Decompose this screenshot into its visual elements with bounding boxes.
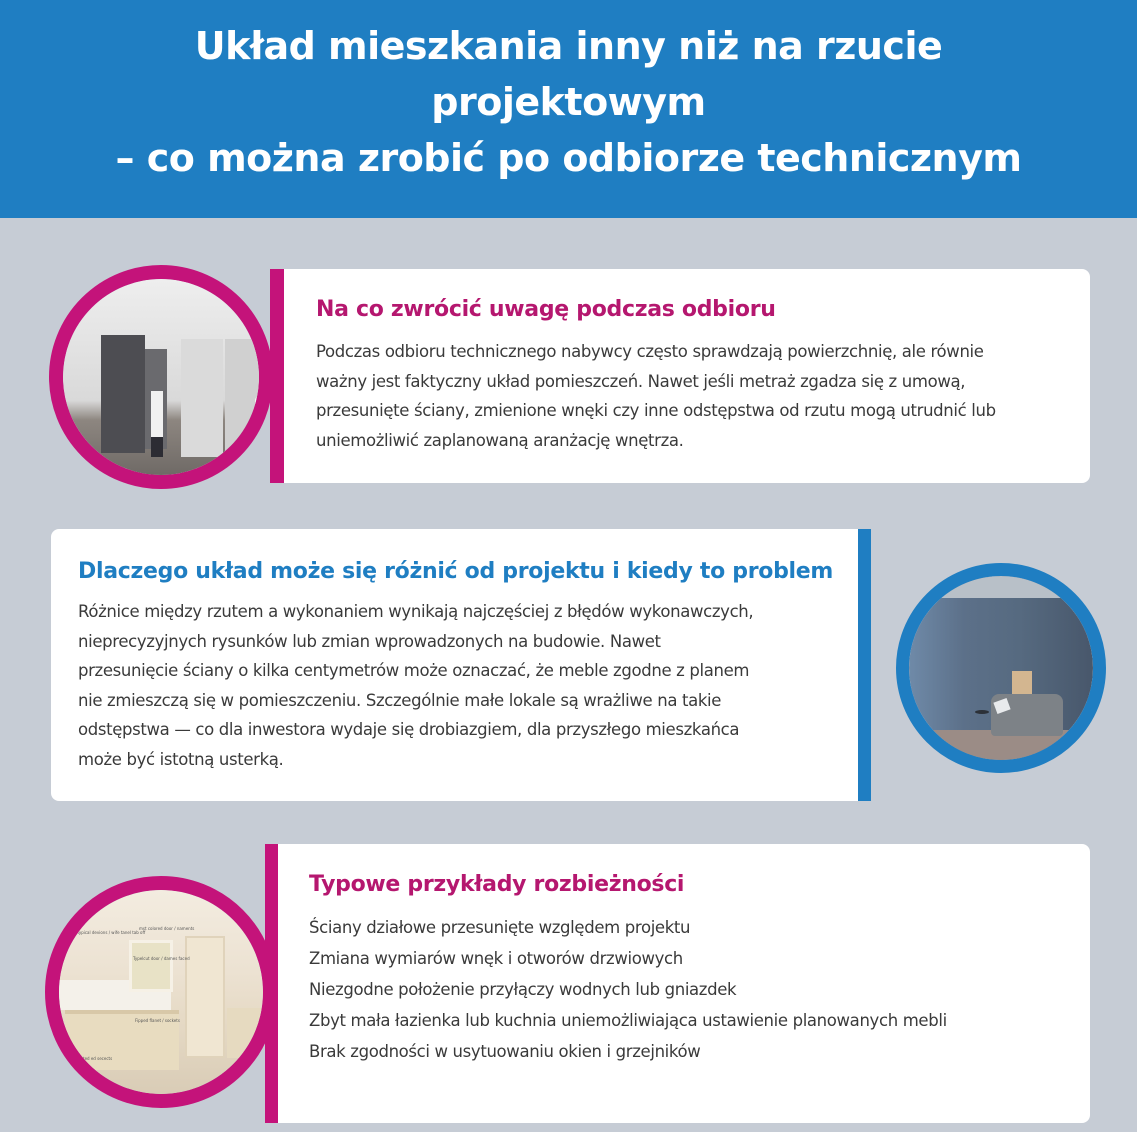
section-2-image-circle [896, 563, 1106, 773]
list-item: Zbyt mała łazienka lub kuchnia uniemożliwiająca ustawienie planowanych mebli [309, 1011, 947, 1030]
section-1-title: Na co zwrócić uwagę podczas odbioru [316, 297, 776, 322]
paragraph-line: ważny jest faktyczny układ pomieszczeń. Nawet jeśli metraż zgadza się z umową, [316, 371, 966, 391]
paragraph-line: Różnice między rzutem a wykonaniem wynikają najczęściej z błędów wykonawczych, [78, 602, 754, 621]
image-annotation: ted ed secects [83, 1056, 113, 1061]
section-1-card [284, 269, 1090, 483]
list-item: Niezgodne położenie przyłączy wodnych lub gniazdek [309, 980, 737, 999]
paragraph-line: przesunięcie ściany o kilka centymetrów może oznaczać, że meble zgodne z planem [78, 661, 750, 680]
section-2-card [51, 529, 858, 801]
header-banner [0, 0, 1137, 218]
paragraph-line: uniemożliwić zaplanowaną aranżację wnętrza. [316, 430, 684, 450]
list-item: Brak zgodności w usytuowaniu okien i grzejników [309, 1042, 701, 1061]
paragraph-line: przesunięte ściany, zmienione wnęki czy inne odstępstwa od rzutu mogą utrudnić lub [316, 401, 996, 420]
section-2-accent-bar [858, 529, 871, 801]
kitchen-annotated-photo [59, 890, 263, 1094]
list-item: Zmiana wymiarów wnęk i otworów drzwiowych [309, 949, 683, 968]
paragraph-line: odstępstwa — co dla inwestora wydaje się drobiazgiem, dla przyszłego mieszkańca [78, 720, 740, 739]
section-3-image-circle [45, 876, 277, 1108]
title-line-1: Układ mieszkania inny niż na rzucie [194, 24, 943, 68]
image-annotation: mst colored door / naments [139, 926, 195, 931]
section-3-title: Typowe przykłady rozbieżności [309, 872, 685, 897]
image-annotation: Typical devions / wife tanel tab off [77, 930, 146, 935]
section-3-accent-bar [265, 844, 278, 1123]
paragraph-line: Podczas odbioru technicznego nabywcy często sprawdzają powierzchnię, ale równie [316, 342, 984, 361]
section-2-paragraph [78, 597, 848, 774]
section-1-paragraph [316, 337, 1070, 455]
paragraph-line: nie zmieszczą się w pomieszczeniu. Szczególnie małe lokale są wrażliwe na takie [78, 690, 722, 710]
page-title [116, 18, 1022, 200]
section-1-image-circle [49, 265, 273, 489]
discrepancy-list [309, 912, 1070, 1067]
blue-room-sofa-photo [909, 576, 1093, 760]
section-1-accent-bar [270, 269, 284, 483]
list-item: Ściany działowe przesunięte względem projektu [309, 918, 691, 937]
section-2-title: Dlaczego układ może się różnić od projektu i kiedy to problem [78, 559, 833, 584]
apartment-interior-photo [63, 279, 259, 475]
paragraph-line: nieprecyzyjnych rysunków lub zmian wprowadzonych na budowie. Nawet [78, 631, 661, 651]
title-line-3: – co można zrobić po odbiorze technicznym [115, 136, 1022, 180]
image-annotation: Typelcut door / dames faced [133, 956, 190, 961]
section-3-card [278, 844, 1090, 1123]
title-line-2: projektowym [431, 80, 706, 124]
paragraph-line: może być istotną usterką. [78, 749, 284, 769]
image-annotation: Fipped flanet / sockets [135, 1018, 180, 1023]
